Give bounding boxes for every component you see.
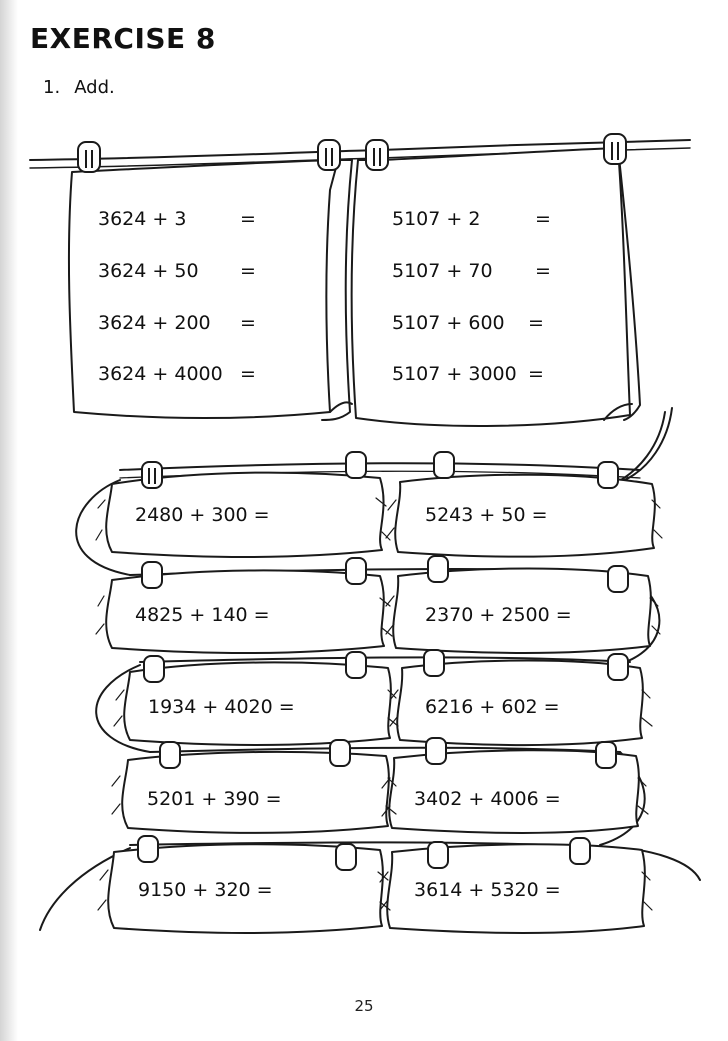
equals-sign: = — [528, 312, 544, 334]
peg-icon — [318, 140, 340, 170]
equals-sign: = — [528, 363, 544, 385]
towel-problem: 2480 + 300 = — [135, 504, 270, 526]
peg-icon — [336, 844, 356, 870]
towel-problem: 9150 + 320 = — [138, 879, 273, 901]
peg-icon — [142, 462, 162, 488]
towel-problem: 5201 + 390 = — [147, 788, 282, 810]
peg-icon — [428, 842, 448, 868]
peg-icon — [608, 566, 628, 592]
instruction-text: Add. — [74, 77, 115, 98]
peg-icon — [570, 838, 590, 864]
problem-expression: 5107 + 3000 — [392, 363, 517, 385]
problem-expression: 5107 + 2 — [392, 208, 481, 230]
peg-icon — [330, 740, 350, 766]
problem-expression: 3624 + 4000 — [98, 363, 223, 385]
peg-icon — [434, 452, 454, 478]
towel-problem: 1934 + 4020 = — [148, 696, 295, 718]
peg-icon — [160, 742, 180, 768]
equals-sign: = — [240, 260, 256, 282]
problem-expression: 3624 + 3 — [98, 208, 187, 230]
problem-expression: 3624 + 200 — [98, 312, 211, 334]
equals-sign: = — [240, 208, 256, 230]
page-number: 25 — [354, 997, 374, 1015]
peg-icon — [346, 652, 366, 678]
towel-problem: 6216 + 602 = — [425, 696, 560, 718]
equals-sign: = — [240, 312, 256, 334]
towel-problem: 2370 + 2500 = — [425, 604, 572, 626]
towel-problem: 4825 + 140 = — [135, 604, 270, 626]
problem-expression: 5107 + 70 — [392, 260, 493, 282]
exercise-title: EXERCISE 8 — [30, 22, 216, 55]
peg-icon — [596, 742, 616, 768]
peg-icon — [428, 556, 448, 582]
problem-expression: 3624 + 50 — [98, 260, 199, 282]
peg-icon — [78, 142, 100, 172]
peg-icon — [424, 650, 444, 676]
peg-icon — [138, 836, 158, 862]
peg-icon — [604, 134, 626, 164]
problem-expression: 5107 + 600 — [392, 312, 505, 334]
peg-icon — [142, 562, 162, 588]
peg-icon — [366, 140, 388, 170]
towel-problem: 5243 + 50 = — [425, 504, 548, 526]
peg-icon — [346, 558, 366, 584]
equals-sign: = — [240, 363, 256, 385]
peg-icon — [144, 656, 164, 682]
instruction-number: 1. — [43, 77, 61, 98]
equals-sign: = — [535, 208, 551, 230]
peg-icon — [426, 738, 446, 764]
peg-icon — [346, 452, 366, 478]
equals-sign: = — [535, 260, 551, 282]
peg-icon — [608, 654, 628, 680]
towel-problem: 3614 + 5320 = — [414, 879, 561, 901]
towel-problem: 3402 + 4006 = — [414, 788, 561, 810]
peg-icon — [598, 462, 618, 488]
